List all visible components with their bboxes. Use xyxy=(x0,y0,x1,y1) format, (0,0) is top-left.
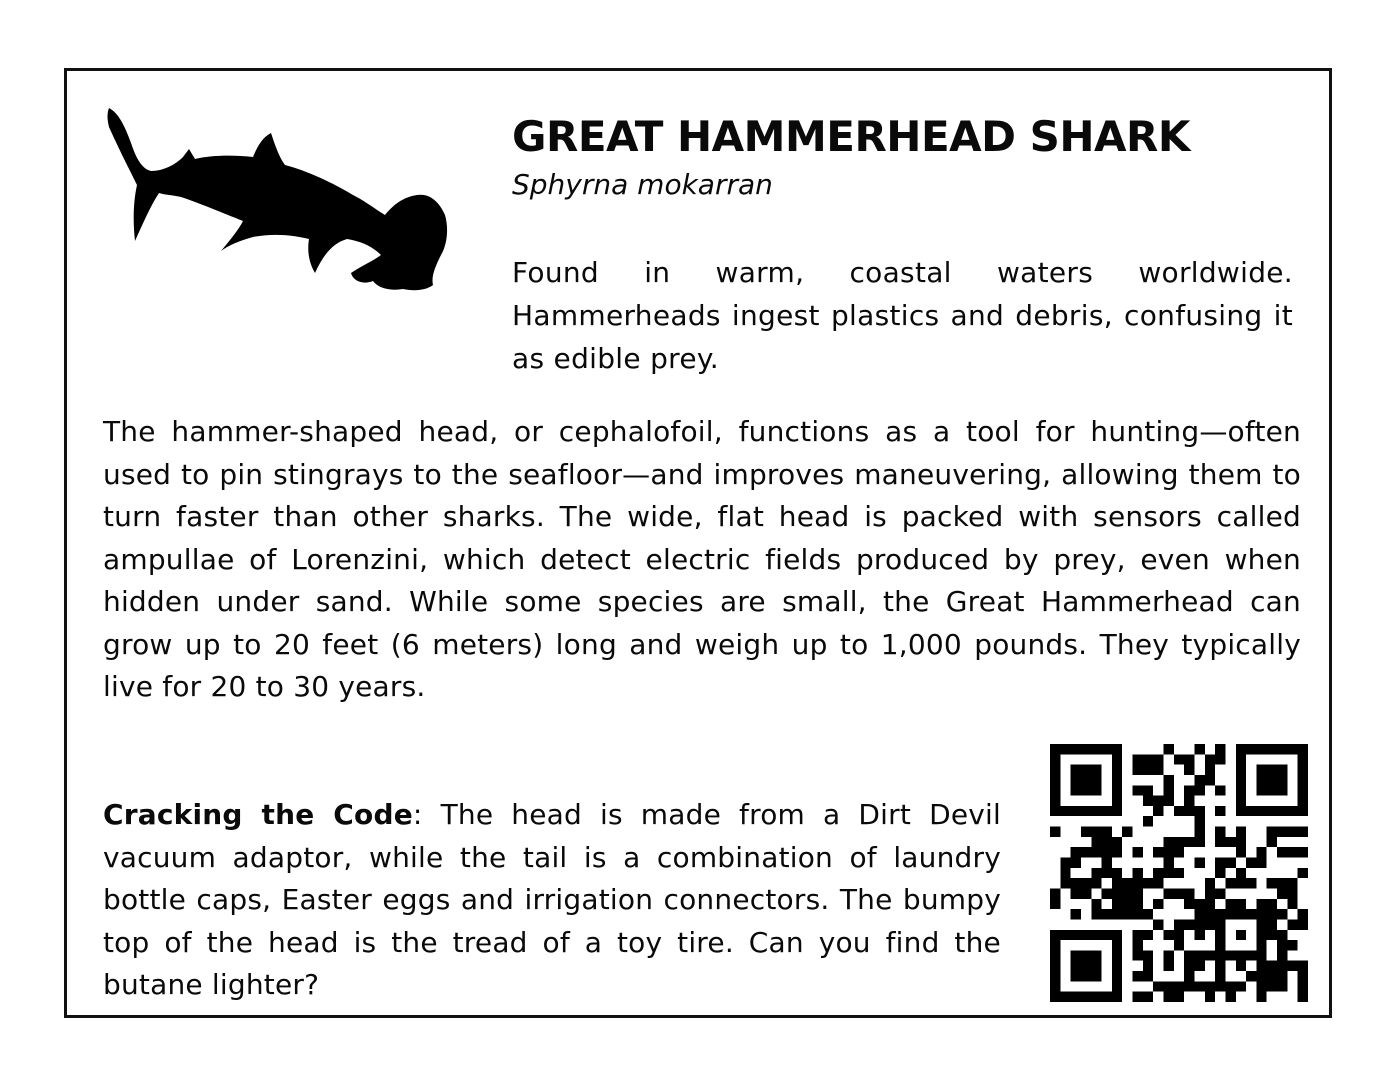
description-paragraph: The hammer-shaped head, or cephalofoil, functions as a tool for hunting—often used to pin stingrays to the seafloor—and improves maneuvering, allowing them to turn faster than other sharks. The wide, flat head is packed with sensors called ampullae of Lorenzini, which detect electric fields produced by prey, even when hidden under sand. While some species are small, the Great Hammerhead can grow up to 20 feet (6 meters) long and weigh up to 1,000 pounds. They typically live for 20 to 30 years. xyxy=(103,415,1301,703)
page-title: GREAT HAMMERHEAD SHARK xyxy=(512,112,1190,161)
info-card xyxy=(64,68,1332,1018)
cracking-the-code-paragraph xyxy=(103,794,1001,1007)
scientific-name: Sphyrna mokarran xyxy=(512,168,773,201)
cracking-the-code-label: Cracking the Code xyxy=(103,798,413,831)
qr-code-icon[interactable] xyxy=(1050,744,1308,1002)
intro-paragraph: Found in warm, coastal waters worldwide. Hammerheads ingest plastics and debris, confusing it as edible prey. xyxy=(512,256,1293,375)
hammerhead-shark-silhouette-icon xyxy=(103,105,453,295)
cracking-the-code-text: : The head is made from a Dirt Devil vacuum adaptor, while the tail is a combination of laundry bottle caps, Easter eggs and irrigation connectors. The bumpy top of the head is the tread of a toy tire. Can you find the butane lighter? xyxy=(103,798,1001,1001)
